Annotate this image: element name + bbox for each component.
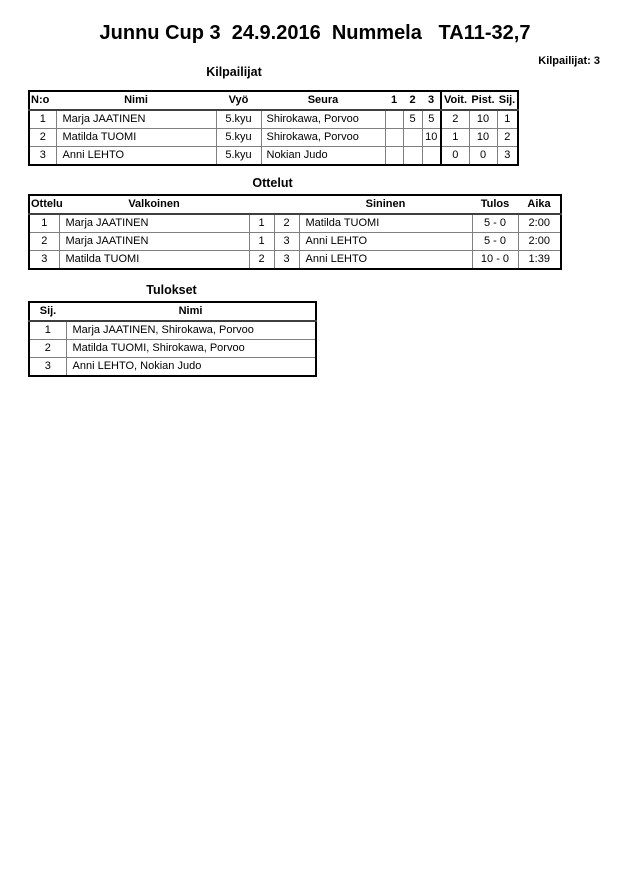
cell-blue: Anni LEHTO	[299, 233, 472, 251]
cell-result: 5 - 0	[472, 233, 518, 251]
table-row	[29, 214, 561, 233]
kilpailijat-header-voit: Voit.	[441, 91, 469, 110]
cell-m2	[403, 129, 422, 147]
ottelut-header-blueno	[274, 195, 299, 214]
cell-m1	[385, 129, 403, 147]
cell-blue-no: 2	[274, 214, 299, 233]
cell-white: Matilda TUOMI	[59, 251, 249, 270]
table-row	[29, 233, 561, 251]
table-row	[29, 340, 316, 358]
table-row	[29, 358, 316, 377]
cell-m1	[385, 110, 403, 129]
ottelut-table	[28, 194, 562, 270]
tulokset-header-nimi: Nimi	[66, 302, 316, 321]
kilpailijat-header-vyo: Vyö	[216, 91, 261, 110]
cell-wins: 0	[441, 147, 469, 166]
kilpailijat-header-row	[29, 91, 518, 110]
kilpailijat-header-m1: 1	[385, 91, 403, 110]
cell-result: 5 - 0	[472, 214, 518, 233]
cell-white-no: 1	[249, 214, 274, 233]
cell-m3: 10	[422, 129, 441, 147]
cell-m1	[385, 147, 403, 166]
ottelut-header-white: Valkoinen	[59, 195, 249, 214]
cell-name: Matilda TUOMI, Shirokawa, Porvoo	[66, 340, 316, 358]
cell-rank: 1	[497, 110, 518, 129]
ottelut-header-result: Tulos	[472, 195, 518, 214]
cell-club: Shirokawa, Porvoo	[261, 129, 385, 147]
cell-wins: 2	[441, 110, 469, 129]
cell-name: Marja JAATINEN, Shirokawa, Porvoo	[66, 321, 316, 340]
table-row	[29, 251, 561, 270]
cell-belt: 5.kyu	[216, 147, 261, 166]
cell-no: 1	[29, 110, 56, 129]
kilpailijat-header-no: N:o	[29, 91, 56, 110]
competitor-count-label: Kilpailijat: 3	[538, 55, 600, 67]
cell-blue: Matilda TUOMI	[299, 214, 472, 233]
table-row	[29, 147, 518, 166]
cell-points: 0	[469, 147, 497, 166]
ottelut-header-blue: Sininen	[299, 195, 472, 214]
ottelut-header-match: Ottelu	[29, 195, 59, 214]
page-title: Junnu Cup 3 24.9.2016 Nummela TA11-32,7	[99, 22, 531, 44]
cell-blue: Anni LEHTO	[299, 251, 472, 270]
tulokset-header-row	[29, 302, 316, 321]
cell-white: Marja JAATINEN	[59, 233, 249, 251]
kilpailijat-header-nimi: Nimi	[56, 91, 216, 110]
kilpailijat-header-seura: Seura	[261, 91, 385, 110]
cell-m2	[403, 147, 422, 166]
ottelut-header-time: Aika	[518, 195, 561, 214]
cell-m2: 5	[403, 110, 422, 129]
cell-result: 10 - 0	[472, 251, 518, 270]
cell-match: 2	[29, 233, 59, 251]
cell-club: Shirokawa, Porvoo	[261, 110, 385, 129]
cell-rank: 3	[497, 147, 518, 166]
cell-time: 2:00	[518, 233, 561, 251]
kilpailijat-table	[28, 90, 519, 166]
cell-rank: 2	[29, 340, 66, 358]
section-title-kilpailijat: Kilpailijat	[206, 65, 262, 79]
cell-wins: 1	[441, 129, 469, 147]
cell-club: Nokian Judo	[261, 147, 385, 166]
cell-white-no: 1	[249, 233, 274, 251]
ottelut-header-row	[29, 195, 561, 214]
tulokset-header-sij: Sij.	[29, 302, 66, 321]
section-title-tulokset: Tulokset	[146, 283, 197, 297]
cell-no: 2	[29, 129, 56, 147]
cell-white: Marja JAATINEN	[59, 214, 249, 233]
cell-points: 10	[469, 129, 497, 147]
cell-m3: 5	[422, 110, 441, 129]
kilpailijat-header-m3: 3	[422, 91, 441, 110]
table-row	[29, 110, 518, 129]
cell-rank: 1	[29, 321, 66, 340]
cell-name: Matilda TUOMI	[56, 129, 216, 147]
kilpailijat-header-pist: Pist.	[469, 91, 497, 110]
cell-no: 3	[29, 147, 56, 166]
section-title-ottelut: Ottelut	[252, 176, 293, 190]
cell-white-no: 2	[249, 251, 274, 270]
cell-blue-no: 3	[274, 233, 299, 251]
table-row	[29, 129, 518, 147]
cell-belt: 5.kyu	[216, 129, 261, 147]
cell-points: 10	[469, 110, 497, 129]
cell-match: 3	[29, 251, 59, 270]
cell-rank: 3	[29, 358, 66, 377]
tulokset-table	[28, 301, 317, 377]
cell-time: 2:00	[518, 214, 561, 233]
cell-blue-no: 3	[274, 251, 299, 270]
cell-time: 1:39	[518, 251, 561, 270]
cell-match: 1	[29, 214, 59, 233]
table-row	[29, 321, 316, 340]
cell-name: Anni LEHTO, Nokian Judo	[66, 358, 316, 377]
kilpailijat-header-m2: 2	[403, 91, 422, 110]
cell-belt: 5.kyu	[216, 110, 261, 129]
cell-name: Marja JAATINEN	[56, 110, 216, 129]
cell-name: Anni LEHTO	[56, 147, 216, 166]
cell-m3	[422, 147, 441, 166]
ottelut-header-whiteno	[249, 195, 274, 214]
cell-rank: 2	[497, 129, 518, 147]
kilpailijat-header-sij: Sij.	[497, 91, 518, 110]
